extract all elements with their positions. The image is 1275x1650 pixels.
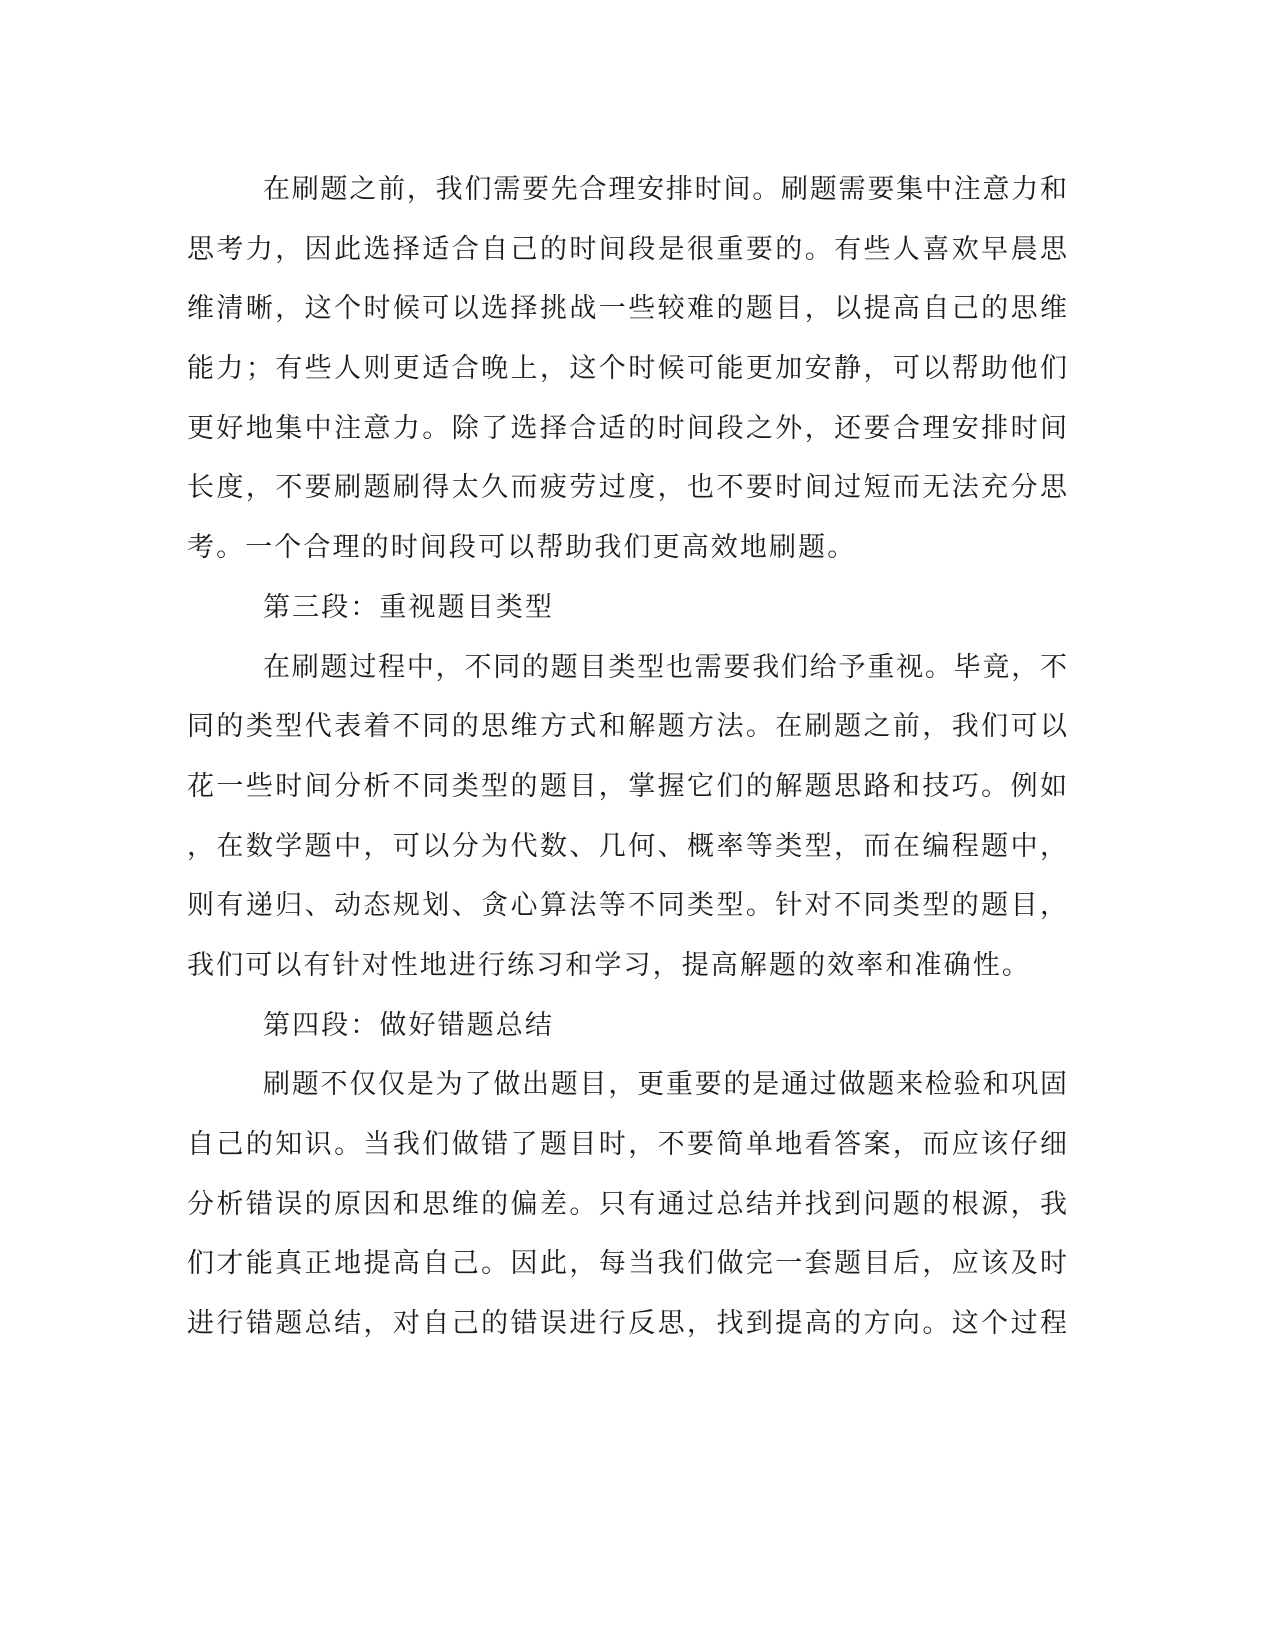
document-body	[187, 160, 1067, 1354]
text-line: 考。一个合理的时间段可以帮助我们更高效地刷题。	[187, 532, 857, 564]
text-line: 自己的知识。当我们做错了题目时，不要简单地看答案，而应该仔细	[187, 1129, 1067, 1160]
text-line: 思考力，因此选择适合自己的时间段是很重要的。有些人喜欢早晨思	[187, 233, 1067, 265]
text-line: 我们可以有针对性地进行练习和学习，提高解题的效率和准确性。	[187, 949, 1031, 981]
section-heading: 第四段：做好错题总结	[263, 1009, 554, 1041]
text-line: 花一些时间分析不同类型的题目，掌握它们的解题思路和技巧。例如	[187, 770, 1067, 802]
text-line: 进行错题总结，对自己的错误进行反思，找到提高的方向。这个过程	[187, 1308, 1067, 1340]
text-line: 同的类型代表着不同的思维方式和解题方法。在刷题之前，我们可以	[187, 711, 1067, 743]
text-line: 维清晰，这个时候可以选择挑战一些较难的题目，以提高自己的思维	[187, 293, 1067, 325]
text-line: 则有递归、动态规划、贪心算法等不同类型。针对不同类型的题目，	[187, 890, 1067, 922]
text-line: 们才能真正地提高自己。因此，每当我们做完一套题目后，应该及时	[187, 1248, 1067, 1280]
text-line: 刷题不仅仅是为了做出题目，更重要的是通过做题来检验和巩固	[263, 1069, 1067, 1101]
text-line: ，在数学题中，可以分为代数、几何、概率等类型，而在编程题中，	[187, 830, 1067, 862]
text-line: 更好地集中注意力。除了选择合适的时间段之外，还要合理安排时间	[187, 412, 1067, 444]
text-line: 能力；有些人则更适合晚上，这个时候可能更加安静，可以帮助他们	[187, 353, 1067, 385]
text-line: 在刷题之前，我们需要先合理安排时间。刷题需要集中注意力和	[263, 174, 1067, 205]
text-line: 长度，不要刷题刷得太久而疲劳过度，也不要时间过短而无法充分思	[187, 472, 1067, 504]
section-heading: 第三段：重视题目类型	[263, 591, 554, 623]
text-line: 在刷题过程中，不同的题目类型也需要我们给予重视。毕竟，不	[263, 651, 1067, 683]
text-line: 分析错误的原因和思维的偏差。只有通过总结并找到问题的根源，我	[187, 1188, 1067, 1220]
